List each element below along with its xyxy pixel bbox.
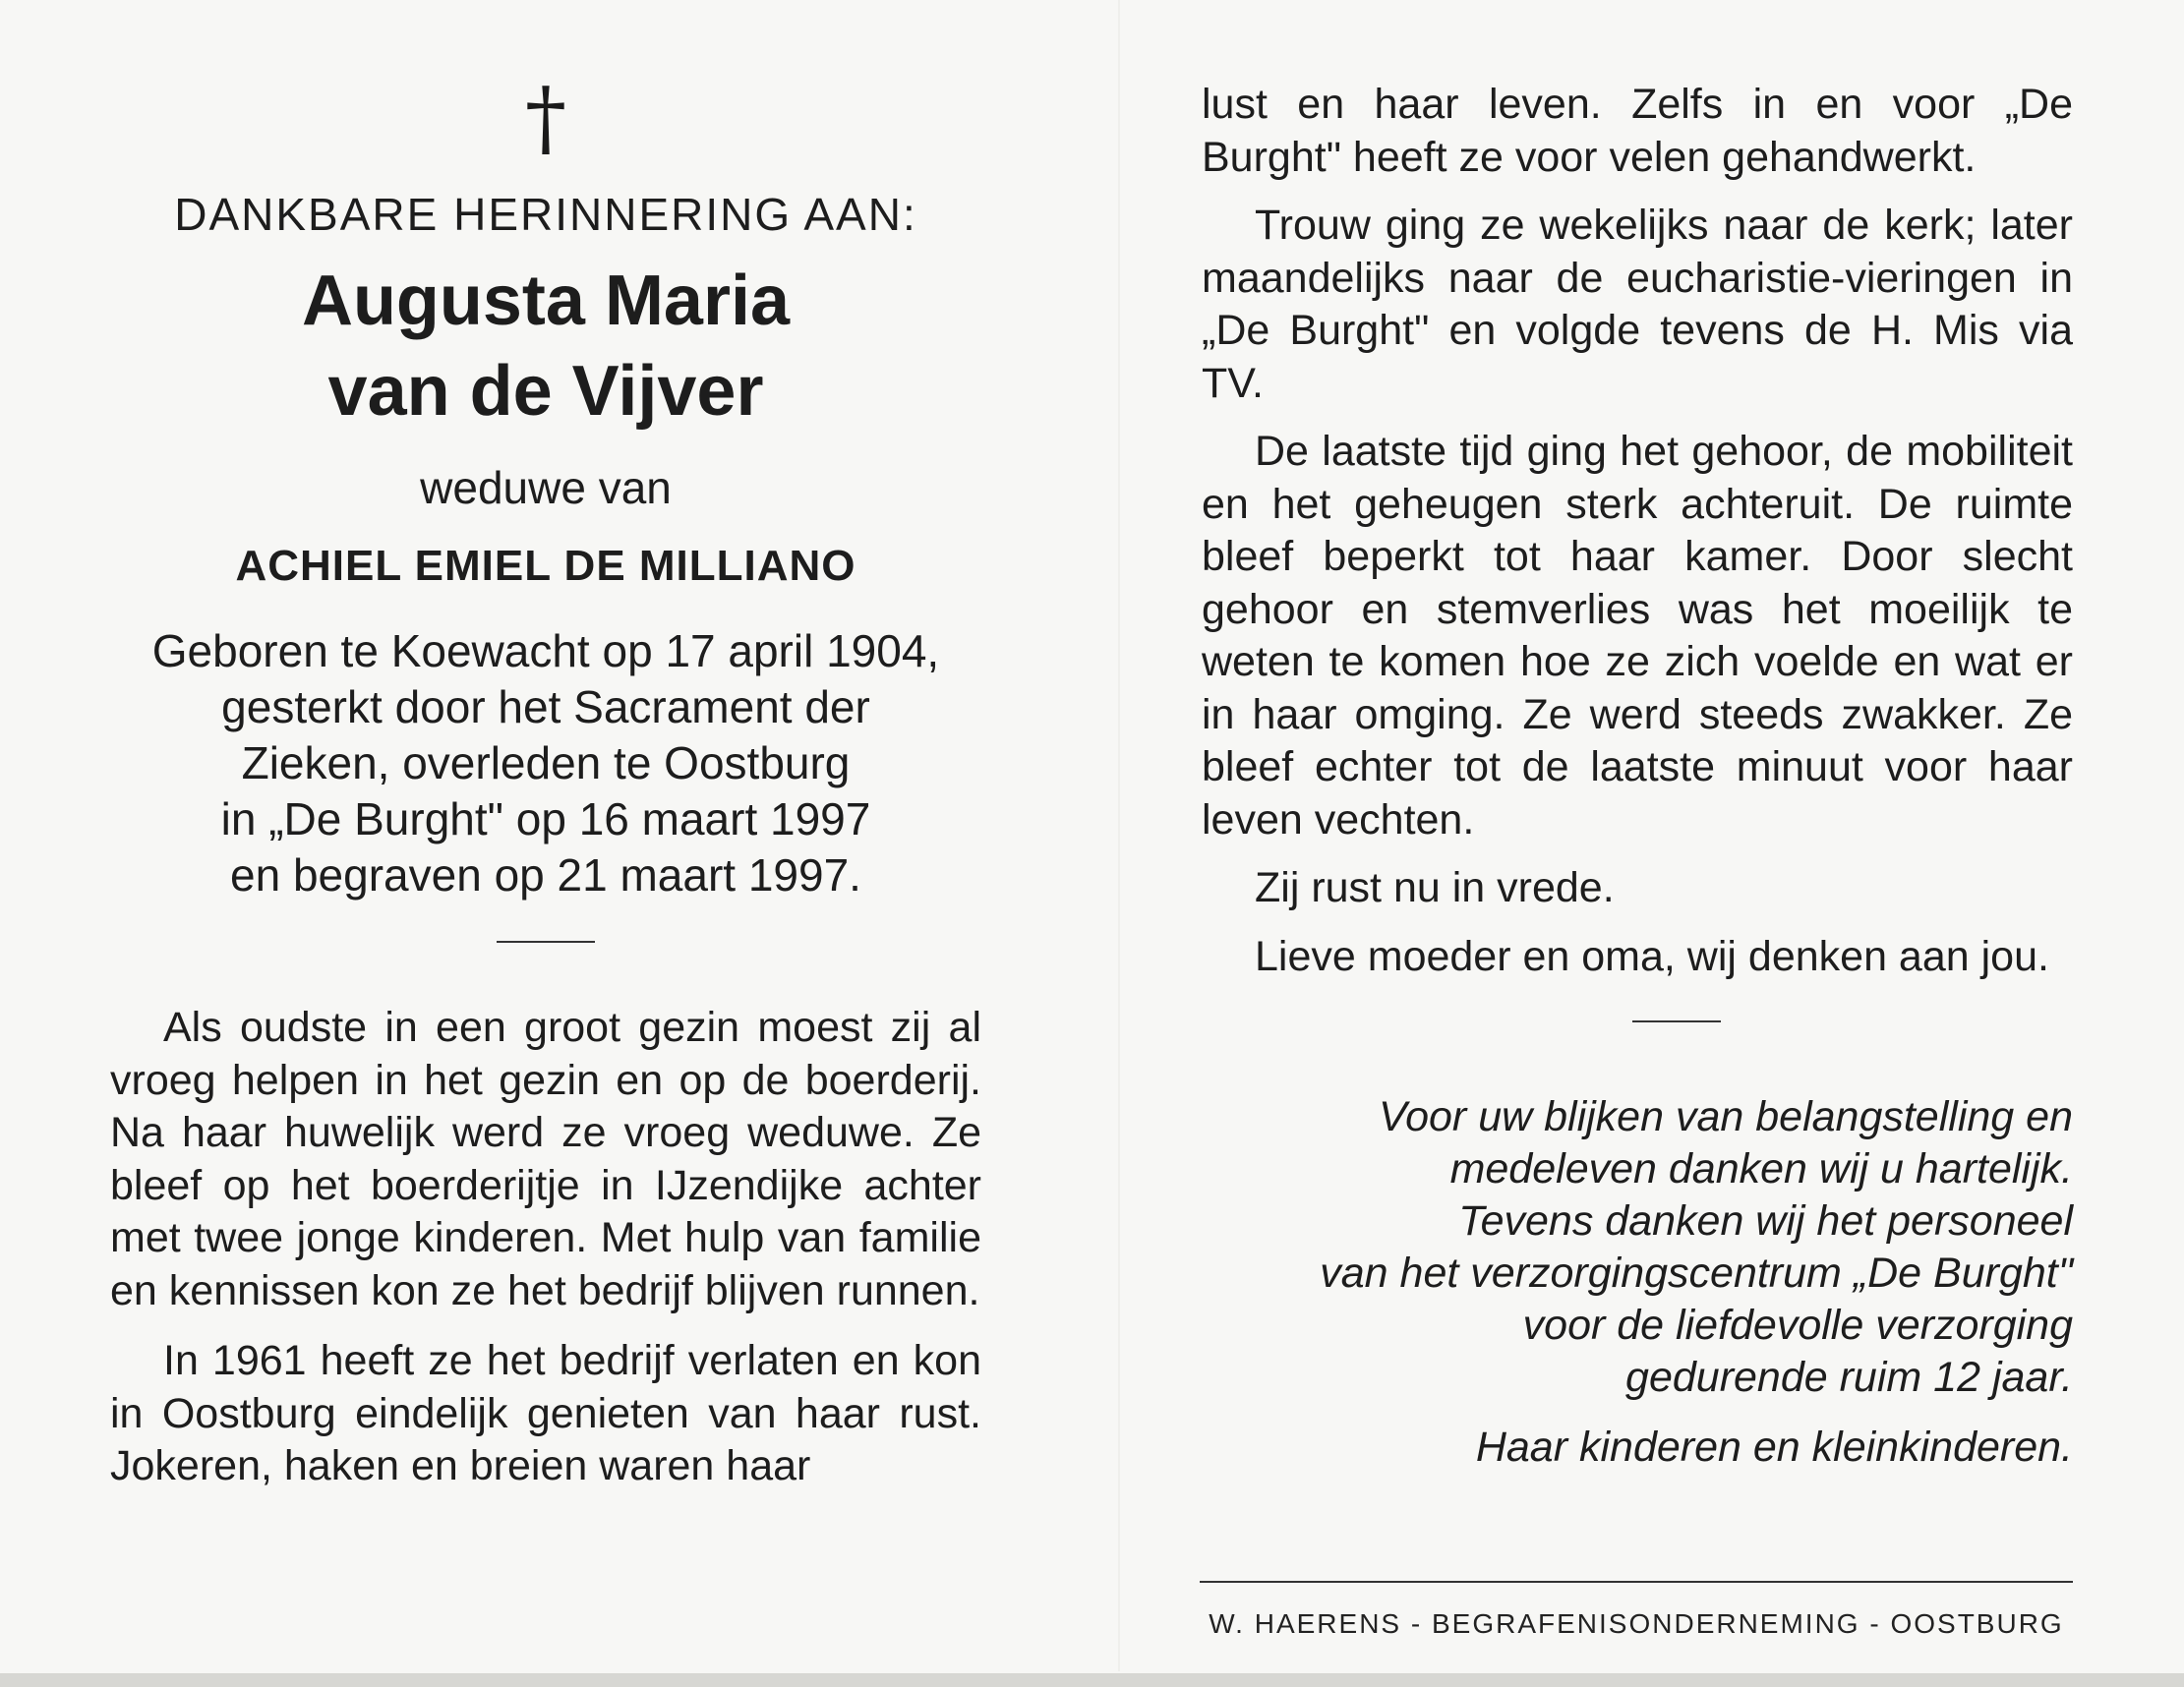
paragraph: Lieve moeder en oma, wij denken aan jou.: [1255, 932, 2049, 980]
husband-name: ACHIEL EMIEL DE MILLIANO: [235, 542, 856, 590]
bio-line: in „De Burght" op 16 maart 1997: [220, 793, 871, 844]
thanks-line: medeleven danken wij u hartelijk.: [1449, 1145, 2073, 1193]
thanks-block: [1202, 1091, 2073, 1404]
name-line-1: Augusta Maria: [301, 262, 791, 340]
bio-line: Geboren te Koewacht op 17 april 1904,: [151, 625, 940, 676]
widow-of-label: weduwe van: [420, 462, 672, 513]
paragraph: Trouw ging ze wekelijks naar de kerk; later maandelijks naar de eucharistie-vieringen in „De Burght" en volgde tevens de H. Mis via TV.: [1202, 202, 2073, 407]
signature: Haar kinderen en kleinkinderen.: [1475, 1424, 2073, 1471]
paragraph: Zij rust nu in vrede.: [1255, 864, 1615, 911]
thanks-line: Tevens danken wij het personeel: [1458, 1197, 2073, 1245]
paragraph: lust en haar leven. Zelfs in en voor „De Burght" heeft ze voor velen gehandwerkt.: [1202, 81, 2073, 181]
thanks-line: gedurende ruim 12 jaar.: [1625, 1354, 2073, 1401]
card-bottom-edge: [0, 1673, 2184, 1687]
paragraph: De laatste tijd ging het gehoor, de mobiliteit en het geheugen sterk achteruit. De ruimte bleef beperkt tot haar kamer. Door slecht gehoor en stemverlies was het moeilijk te weten te komen hoe ze zich voelde en wat er in haar omging. Ze werd steeds zwakker. Ze bleef echter tot de laatste minuut voor haar leven vechten.: [1202, 428, 2073, 844]
funeral-home-footer: W. HAERENS - BEGRAFENISONDERNEMING - OOSTBURG: [1209, 1608, 2064, 1639]
cross-icon: †: [525, 70, 566, 166]
left-text: [110, 1002, 981, 1493]
deceased-name: [110, 256, 981, 436]
biography-block: [110, 623, 981, 903]
name-line-2: van de Vijver: [327, 352, 764, 431]
left-panel: [110, 69, 981, 1493]
bio-line: gesterkt door het Sacrament der: [221, 681, 870, 732]
paragraph: In 1961 heeft ze het bedrijf verlaten en kon in Oostburg eindelijk genieten van haar rust. Jokeren, haken en breien waren haar: [110, 1337, 981, 1489]
bio-line: en begraven op 21 maart 1997.: [230, 849, 861, 901]
divider: [1632, 1020, 1721, 1022]
footer-rule: [1200, 1581, 2073, 1583]
paragraph: Als oudste in een groot gezin moest zij al vroeg helpen in het gezin en op de boerderij. Na haar huwelijk werd ze vroeg weduwe. Ze bleef op het boerderijtje in IJzendijke achter met twee jonge kinderen. Met hulp van familie en kennissen kon ze het bedrijf blijven runnen.: [110, 1004, 981, 1314]
thanks-line: Voor uw blijken van belangstelling en: [1379, 1093, 2073, 1140]
divider: [497, 941, 595, 943]
heading: DANKBARE HERINNERING AAN:: [174, 189, 917, 240]
card-fold: [1118, 0, 1120, 1671]
bio-line: Zieken, overleden te Oostburg: [241, 737, 851, 788]
thanks-line: van het verzorgingscentrum „De Burght": [1320, 1250, 2073, 1297]
thanks-line: voor de liefdevolle verzorging: [1522, 1302, 2073, 1349]
right-panel: [1202, 79, 2073, 1474]
